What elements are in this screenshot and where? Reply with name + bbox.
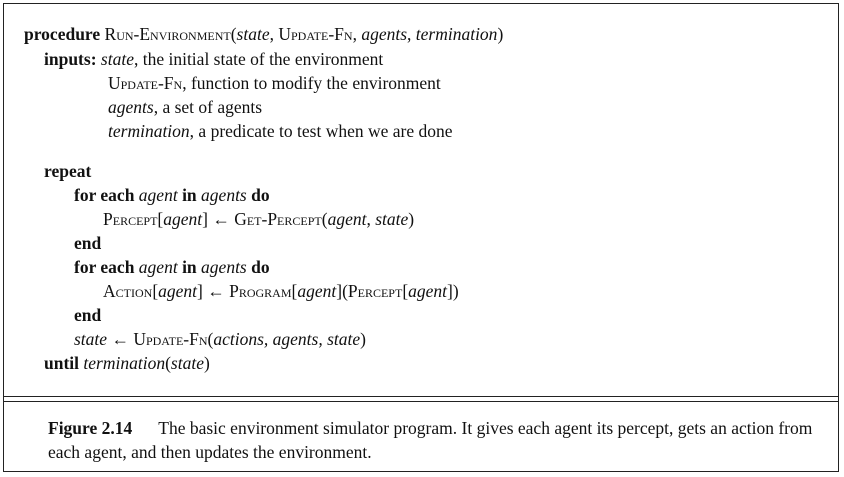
loop2-rhs-fn: Program [229,281,292,301]
until-open: ( [165,353,171,373]
procedure-keyword: procedure [24,24,101,44]
loop1-rhs-sep: , [366,209,376,229]
loop1-rhs-open: ( [321,209,328,229]
update-line [74,328,366,350]
update-close: ) [360,329,366,349]
loop1-header [74,184,270,206]
loop1-lhs-open: [ [157,209,164,229]
header-close-paren: ) [497,24,504,44]
loop2-rhs-open: [ [291,281,298,301]
input-state-desc: , the initial state of the environment [133,49,384,69]
loop2-rhs-close: ]) [447,281,459,301]
loop1-lhs-arg: agent [163,209,203,229]
figure-label: Figure 2.14 [48,418,133,438]
loop1-lhs-close: ] [202,209,208,229]
param-update-fn: Update-Fn [278,24,353,44]
loop2-in-keyword: in [182,257,197,277]
loop1-rhs-arg2: state [375,209,409,229]
loop2-arrow: ← [202,281,230,301]
param-state: state [236,24,270,44]
procedure-header [24,23,503,45]
inputs-line-2 [108,72,441,94]
loop2-header [74,256,270,278]
update-lhs: state [74,329,108,349]
procedure-name: Run-Environment [104,24,231,44]
caption-divider-top [3,396,839,397]
until-fn: termination [83,353,166,373]
inputs-line-1 [44,48,383,70]
update-arrow: ← [107,329,134,349]
loop2-collection: agents [201,257,247,277]
loop1-var: agent [138,185,178,205]
input-state-name: state [100,49,134,69]
loop1-in-keyword: in [182,185,197,205]
loop2-lhs-fn: Action [103,281,153,301]
loop1-arrow: ← [207,209,235,229]
caption-divider-bottom [3,401,839,402]
update-args: actions, agents, state [213,329,361,349]
loop2-lhs-arg: agent [158,281,198,301]
param-termination: termination [415,24,498,44]
header-sep-2: , [352,24,362,44]
until-line [44,352,210,374]
loop1-lhs-fn: Percept [103,209,158,229]
loop2-for-keyword: for each [74,257,135,277]
input-agents-desc: , a set of agents [153,97,263,117]
loop2-rhs-mid: ]( [336,281,348,301]
input-update-fn-desc: , function to modify the environment [182,73,441,93]
loop1-collection: agents [201,185,247,205]
loop1-rhs-fn: Get-Percept [234,209,322,229]
loop2-rhs-open2: [ [402,281,409,301]
loop2-rhs-arg: agent [297,281,337,301]
loop2-body [103,280,459,302]
loop2-rhs-fn2: Percept [347,281,403,301]
loop2-rhs-arg2: agent [408,281,448,301]
loop2-lhs-open: [ [152,281,159,301]
update-open: ( [207,329,214,349]
until-arg: state [170,353,204,373]
input-agents-name: agents [108,97,154,117]
loop2-end-keyword: end [74,305,102,325]
inputs-line-3 [108,96,262,118]
header-sep-3: , [407,24,416,44]
update-fn: Update-Fn [133,329,208,349]
loop2-lhs-close: ] [197,281,203,301]
caption-text: The basic environment simulator program. It gives each agent its percept, gets an action from each agent, and then updates the environment. [48,418,813,462]
loop1-rhs-close: ) [408,209,415,229]
loop1-do-keyword: do [251,185,270,205]
repeat-keyword: repeat [44,161,92,181]
input-termination-desc: , a predicate to test when we are done [189,121,453,141]
loop1-end-keyword: end [74,233,102,253]
loop1-rhs-arg1: agent [327,209,367,229]
loop1-body [103,208,414,230]
header-open-paren: ( [230,24,237,44]
loop1-for-keyword: for each [74,185,135,205]
loop2-var: agent [138,257,178,277]
until-keyword: until [44,353,80,373]
input-termination-name: termination [108,121,190,141]
until-close: ) [203,353,210,373]
loop2-do-keyword: do [251,257,270,277]
inputs-keyword: inputs: [44,49,97,69]
inputs-line-4 [108,120,453,142]
input-update-fn-name: Update-Fn [108,73,183,93]
figure-caption [48,416,818,464]
header-sep-1: , [269,24,279,44]
param-agents: agents [361,24,408,44]
